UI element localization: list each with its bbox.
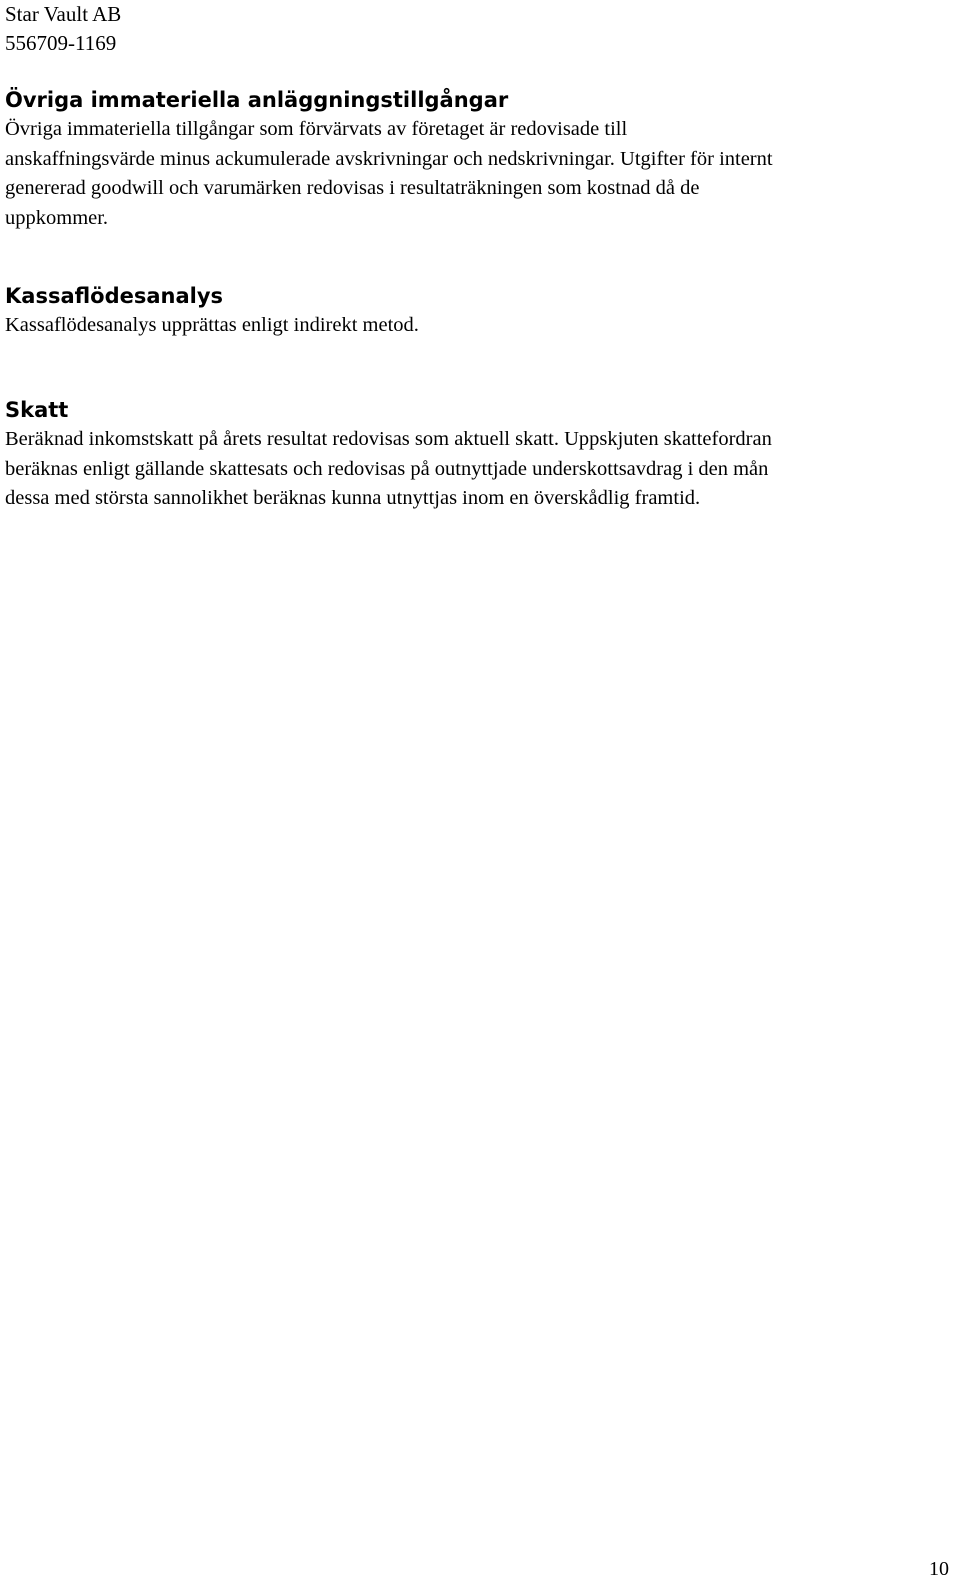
section-body-tax (5, 425, 955, 514)
section-heading-tax: Skatt (5, 398, 69, 422)
paragraph-line: Beräknad inkomstskatt på årets resultat redovisas som aktuell skatt. Uppskjuten skattefordran (5, 428, 772, 450)
page-number: 10 (929, 1558, 949, 1580)
paragraph-line: genererad goodwill och varumärken redovisas i resultaträkningen som kostnad då de (5, 177, 700, 199)
paragraph-line: Kassaflödesanalys upprättas enligt indirekt metod. (5, 314, 419, 336)
section-heading-cash-flow: Kassaflödesanalys (5, 284, 224, 308)
paragraph-line: uppkommer. (5, 206, 109, 229)
section-cash-flow (5, 282, 955, 341)
document-page (5, 0, 955, 1592)
paragraph-line: anskaffningsvärde minus ackumulerade avskrivningar och nedskrivningar. Utgifter för internt (5, 147, 773, 170)
company-header (5, 0, 955, 58)
section-body-cash-flow (5, 311, 955, 341)
section-heading-intangible-assets: Övriga immateriella anläggningstillgångar (5, 88, 509, 112)
paragraph-line: beräknas enligt gällande skattesats och redovisas på outnyttjade underskottsavdrag i den mån (5, 457, 769, 480)
section-tax (5, 396, 955, 514)
section-intangible-assets (5, 86, 955, 233)
paragraph-line: dessa med största sannolikhet beräknas kunna utnyttjas inom en överskådlig framtid. (5, 487, 701, 509)
paragraph-line: Övriga immateriella tillgångar som förvärvats av företaget är redovisade till (5, 118, 628, 140)
company-name: Star Vault AB (5, 2, 122, 26)
section-body-intangible-assets (5, 115, 955, 233)
org-number: 556709-1169 (5, 31, 117, 55)
